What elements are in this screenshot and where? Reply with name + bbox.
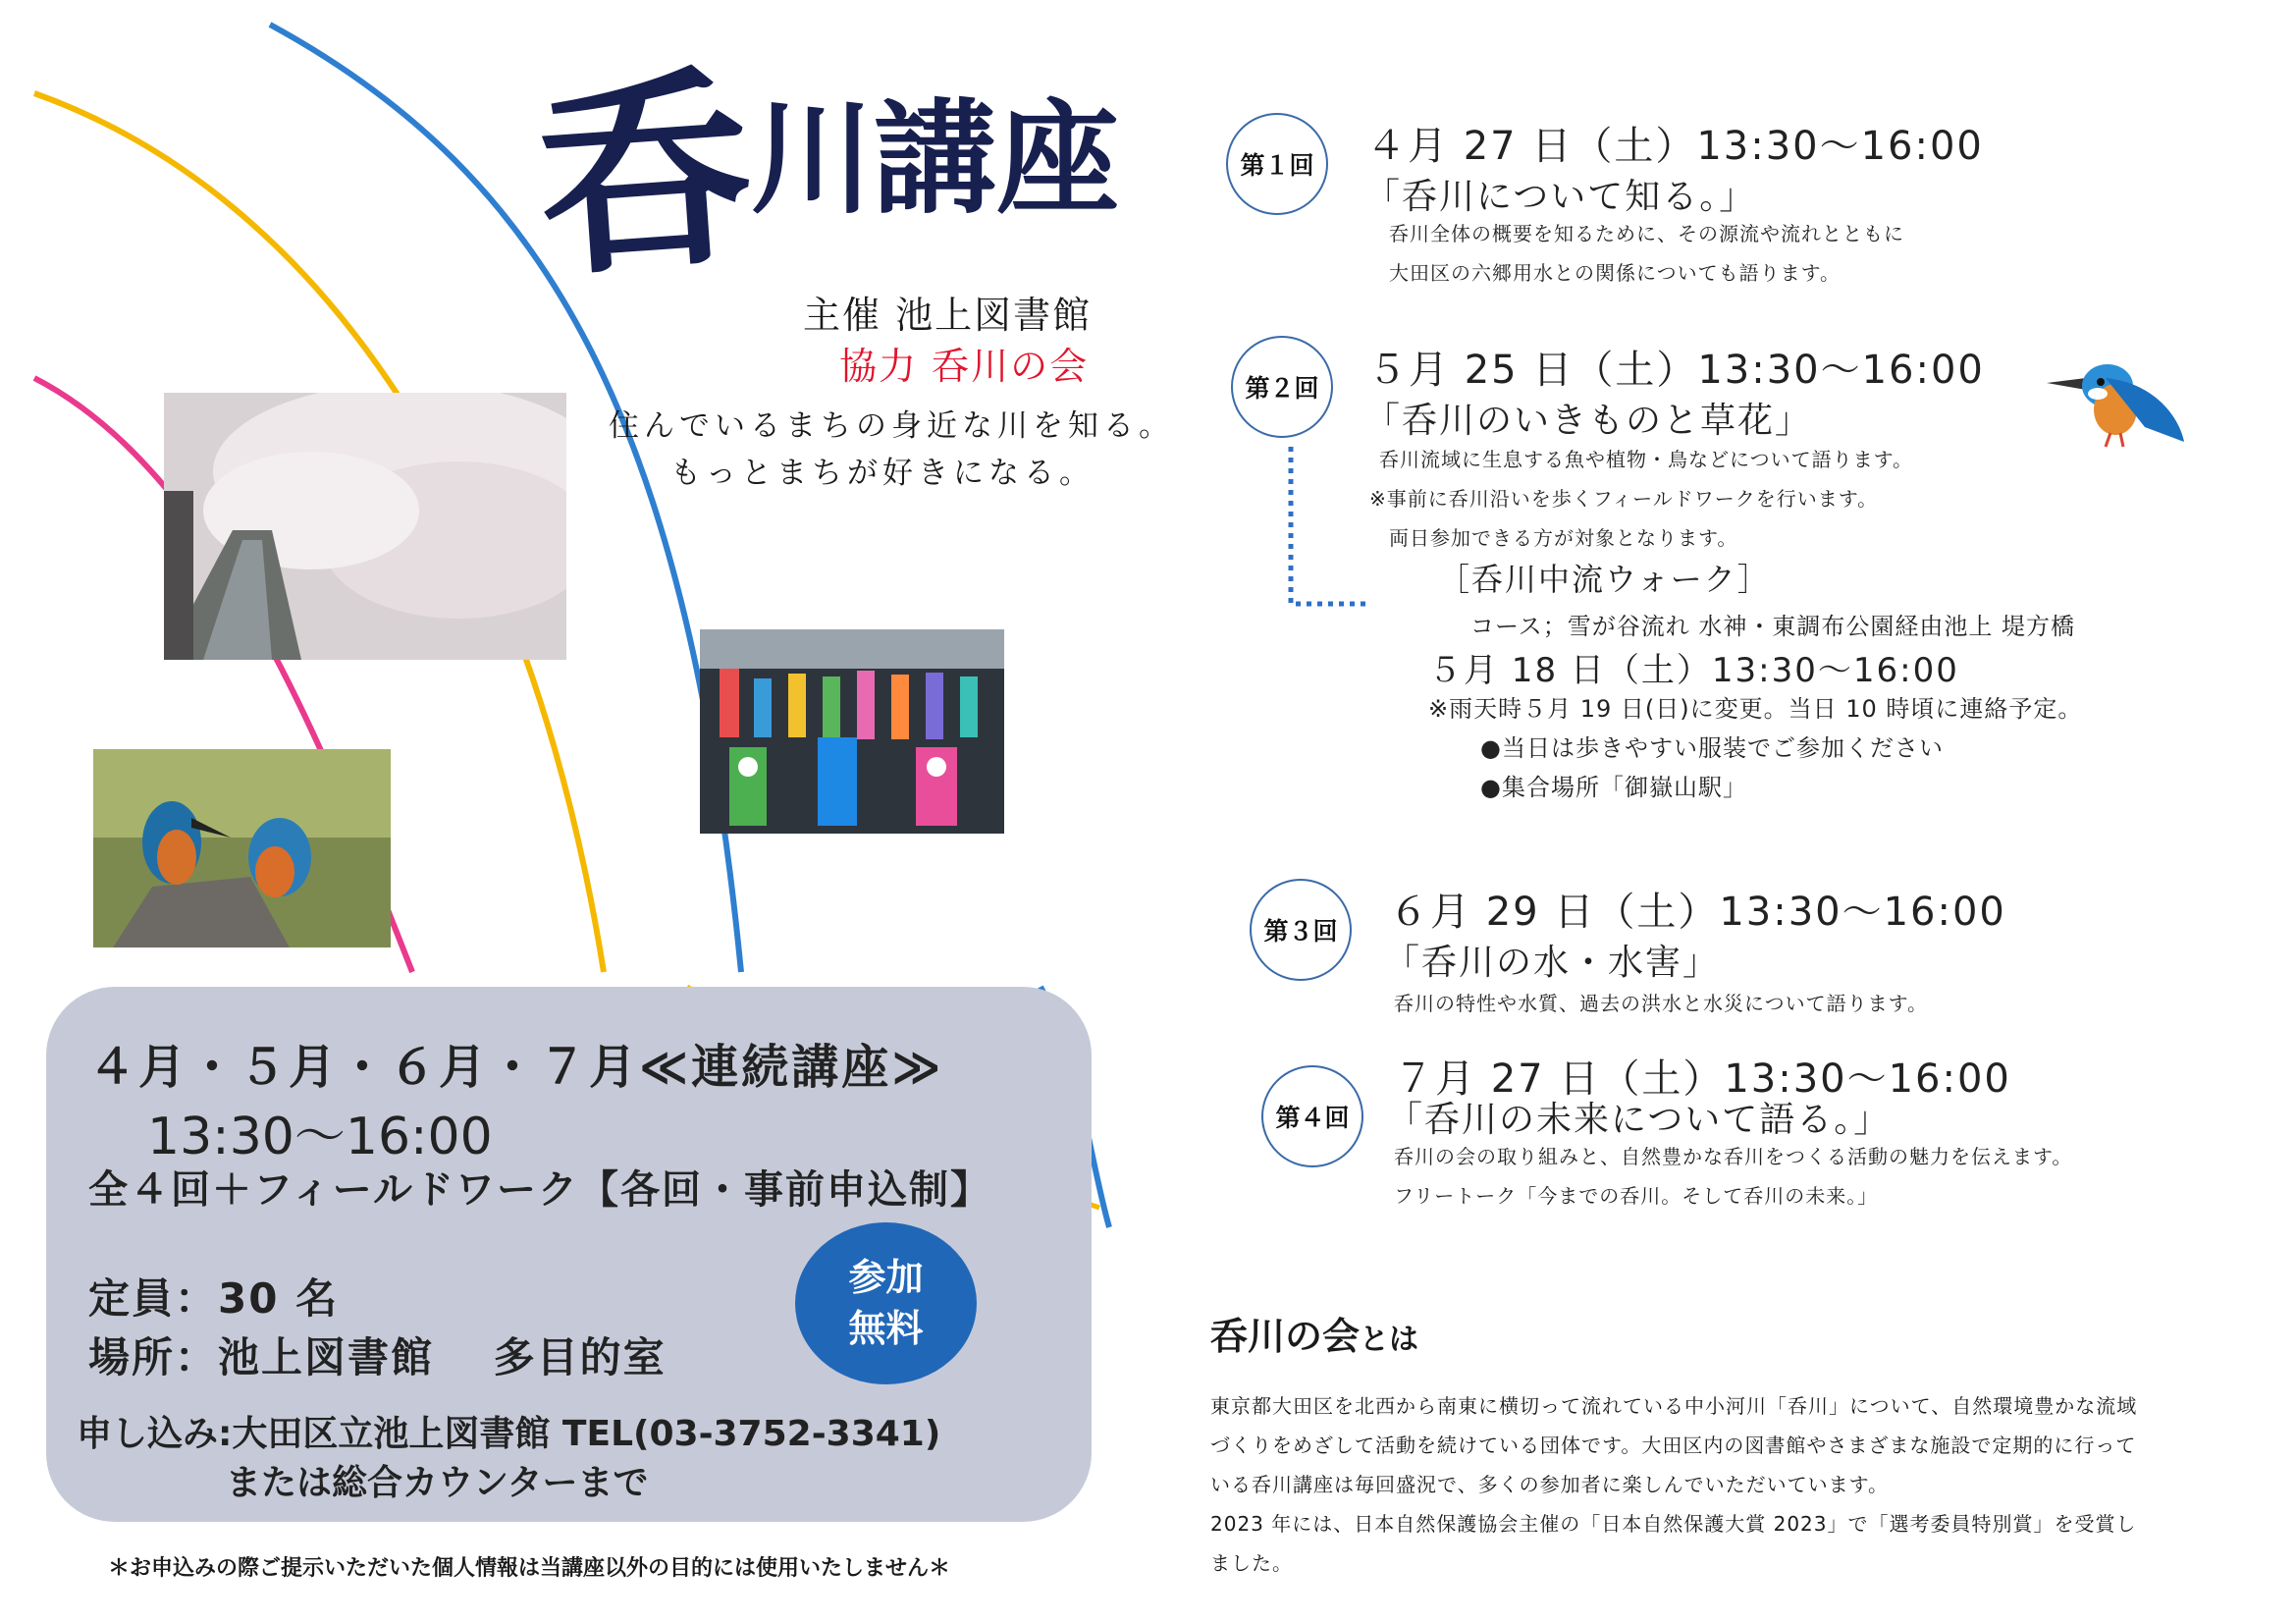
session-1-desc — [1389, 214, 1904, 293]
session-4-desc — [1394, 1137, 2072, 1216]
free-badge-line-2: 無料 — [848, 1307, 924, 1350]
kingfisher-pair-photo — [93, 749, 391, 947]
session-2-title: 「呑川のいきものと草花」 — [1364, 401, 1813, 441]
tagline-line-1: 住んでいるまちの身近な川を知る。 — [609, 408, 1174, 444]
organizer: 主催 池上図書館 — [803, 294, 1093, 337]
walk-connector — [1281, 437, 1379, 614]
walk-date: ５月 18 日（土）13:30～16:00 — [1428, 651, 1959, 690]
about-line-2: づくりをめざして活動を続けている団体です。大田区内の図書館やさまざまな施設で定期的に行って — [1210, 1434, 2137, 1457]
kingfisher-illustration — [2047, 349, 2184, 452]
title-rest: 川講座 — [751, 87, 1119, 231]
series-time: 13:30～16:00 — [147, 1108, 493, 1166]
walk-rain-note: ※雨天時５月 19 日(日)に変更。当日 10 時頃に連絡予定。 — [1428, 695, 2083, 723]
session-3-desc — [1394, 984, 1928, 1023]
series-sessions: 全４回＋フィールドワーク【各回・事前申込制】 — [88, 1167, 991, 1213]
free-admission-badge — [795, 1222, 977, 1384]
session-2-desc-line-1: 呑川流域に生息する魚や植物・鳥などについて語ります。 — [1379, 448, 1913, 471]
apply-line-2: または総合カウンターまで — [226, 1463, 649, 1503]
about-line-3: いる呑川講座は毎回盛況で、多くの参加者に楽しんでいただいています。 — [1210, 1473, 1889, 1496]
session-4-desc-line-2: フリートーク「今までの呑川。そして呑川の未来。」 — [1394, 1184, 1879, 1208]
session-3-desc-line-1: 呑川の特性や水質、過去の洪水と水災について語ります。 — [1394, 992, 1928, 1015]
session-2-desc-line-3: 両日参加できる方が対象となります。 — [1389, 526, 1738, 550]
session-2-desc — [1369, 440, 1913, 558]
about-line-1: 東京都大田区を北西から南東に横切って流れている中小河川「呑川」について、自然環境豊かな流域 — [1210, 1394, 2138, 1418]
session-4-title: 「呑川の未来について語る。」 — [1387, 1100, 1892, 1140]
carp-photo-art — [700, 629, 1004, 834]
apply-line-1: 申し込み:大田区立池上図書館 TEL(03-3752-3341) — [77, 1414, 941, 1454]
session-3-badge: 第３回 — [1250, 879, 1352, 981]
walk-meeting-point: ●集合場所「御嶽山駅」 — [1480, 774, 1747, 801]
cooperation: 協力 呑川の会 — [839, 345, 1090, 388]
session-1-date: ４月 27 日（土）13:30～16:00 — [1366, 124, 1984, 169]
about-heading-name: 呑川の会 — [1210, 1315, 1361, 1358]
session-2-badge: 第２回 — [1231, 336, 1333, 438]
about-line-4: 2023 年には、日本自然保護協会主催の「日本自然保護大賞 2023」で「選考委員特別賞」を受賞し — [1210, 1512, 2137, 1536]
walk-clothes-note: ●当日は歩きやすい服装でご参加ください — [1480, 734, 1944, 762]
privacy-note: ＊お申込みの際ご提示いただいた個人情報は当講座以外の目的には使用いたしません＊ — [108, 1556, 951, 1581]
capacity: 定員：30 名 — [88, 1274, 340, 1323]
session-3-date: ６月 29 日（土）13:30～16:00 — [1389, 890, 2006, 935]
about-text — [1210, 1386, 2251, 1583]
cherry-blossom-river-photo — [164, 393, 566, 660]
about-line-5: ました。 — [1210, 1551, 1293, 1575]
session-1-badge: 第１回 — [1226, 113, 1328, 215]
tagline — [609, 403, 1174, 497]
session-2-desc-line-2: ※事前に呑川沿いを歩くフィールドワークを行います。 — [1369, 487, 1879, 511]
walk-title: ［呑川中流ウォーク］ — [1438, 561, 1771, 598]
series-heading: ４月・５月・６月・７月≪連続講座≫ — [88, 1040, 944, 1095]
session-3-title: 「呑川の水・水害」 — [1384, 943, 1721, 983]
session-4-date: ７月 27 日（土）13:30～16:00 — [1394, 1056, 2011, 1102]
about-heading — [1210, 1306, 1418, 1360]
session-4-badge: 第４回 — [1261, 1065, 1363, 1167]
session-1-title: 「呑川について知る。」 — [1364, 177, 1757, 217]
carp-streamers-photo — [700, 629, 1004, 834]
kingfisher-photo-art — [93, 749, 391, 947]
title-big-char: 呑 — [531, 42, 760, 306]
session-2-date: ５月 25 日（土）13:30～16:00 — [1367, 348, 1985, 393]
venue: 場所：池上図書館 多目的室 — [88, 1333, 667, 1381]
session-1-desc-line-2: 大田区の六郷用水との関係についても語ります。 — [1389, 261, 1841, 285]
free-badge-line-1: 参加 — [848, 1256, 924, 1299]
tagline-line-2: もっとまちが好きになる。 — [670, 456, 1095, 491]
about-heading-suffix: とは — [1360, 1323, 1419, 1357]
walk-course: コース；雪が谷流れ 水神・東調布公園経由池上 堤方橋 — [1470, 613, 2076, 640]
session-1-desc-line-1: 呑川全体の概要を知るために、その源流や流れとともに — [1389, 222, 1904, 245]
session-4-desc-line-1: 呑川の会の取り組みと、自然豊かな呑川をつくる活動の魅力を伝えます。 — [1394, 1145, 2073, 1168]
page-title — [531, 42, 1119, 306]
cherry-photo-art — [164, 393, 566, 660]
